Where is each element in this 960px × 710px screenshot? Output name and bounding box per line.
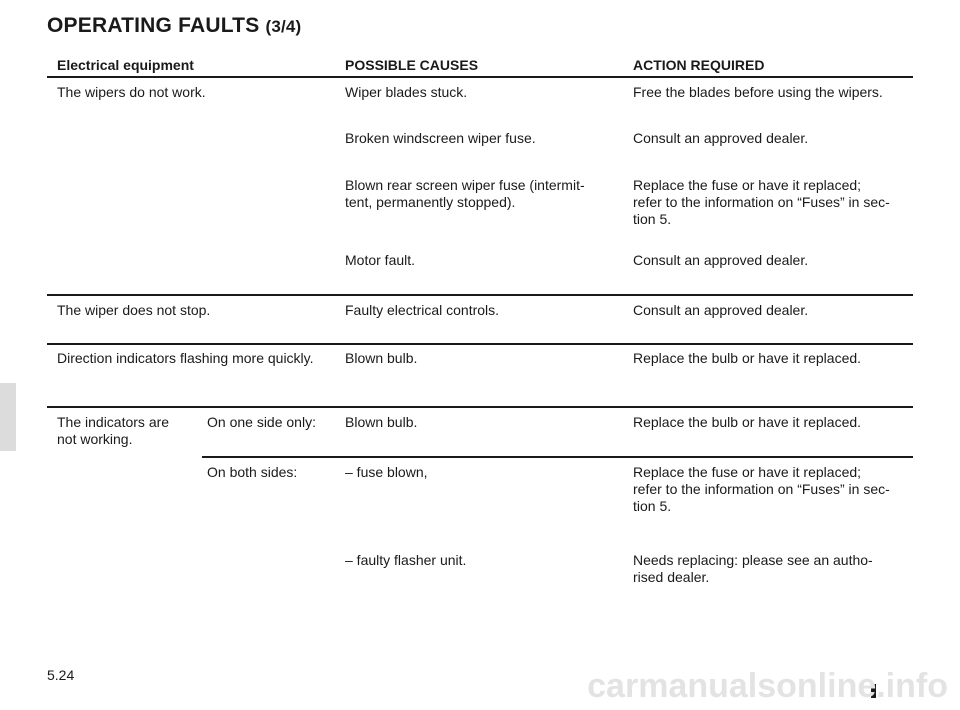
page-title	[47, 14, 301, 38]
action-replace-fuse-line-2: refer to the information on “Fuses” in sec-	[633, 194, 890, 210]
equipment-wiper-stop: The wiper does not stop.	[57, 302, 211, 318]
cause-blades-stuck: Wiper blades stuck.	[345, 84, 468, 100]
equipment-indicators-fast: Direction indicators flashing more quickly.	[57, 350, 314, 366]
condition-one-side: On one side only:	[207, 414, 316, 430]
action-consult-dealer: Consult an approved dealer.	[633, 302, 809, 318]
cause-electrical-controls: Faulty electrical controls.	[345, 302, 500, 318]
cause-blown-bulb: Blown bulb.	[345, 350, 418, 366]
cause-flasher-unit: – faulty flasher unit.	[345, 552, 467, 568]
sub-row-rule	[202, 456, 913, 458]
action-flasher-line-2: rised dealer.	[633, 569, 710, 585]
row-rule	[47, 294, 913, 296]
row-rule	[47, 406, 913, 408]
action-consult-dealer: Consult an approved dealer.	[633, 252, 809, 268]
cause-rear-fuse-line-2: tent, permanently stopped).	[345, 194, 516, 210]
equipment-indicators-line-1: The indicators are	[57, 414, 170, 430]
action-fuse-line-2: refer to the information on “Fuses” in sec-	[633, 481, 890, 497]
header-causes: POSSIBLE CAUSES	[345, 57, 479, 73]
cause-blown-bulb: Blown bulb.	[345, 414, 418, 430]
cause-rear-fuse-line-1: Blown rear screen wiper fuse (intermit-	[345, 177, 585, 193]
action-replace-fuse-line-1: Replace the fuse or have it replaced;	[633, 177, 862, 193]
condition-both-sides: On both sides:	[207, 464, 298, 480]
page-title-text: OPERATING FAULTS	[47, 14, 260, 37]
action-replace-bulb: Replace the bulb or have it replaced.	[633, 350, 862, 366]
action-free-blades: Free the blades before using the wipers.	[633, 84, 883, 100]
action-replace-fuse-line-3: tion 5.	[633, 211, 672, 227]
action-replace-bulb: Replace the bulb or have it replaced.	[633, 414, 862, 430]
section-tab	[0, 383, 16, 451]
action-fuse-line-1: Replace the fuse or have it replaced;	[633, 464, 862, 480]
cause-motor-fault: Motor fault.	[345, 252, 416, 268]
header-equipment: Electrical equipment	[57, 57, 194, 73]
equipment-indicators-line-2: not working.	[57, 431, 133, 447]
cause-windscreen-fuse: Broken windscreen wiper fuse.	[345, 130, 536, 146]
page-title-part: (3/4)	[265, 17, 302, 36]
header-rule	[47, 76, 913, 78]
equipment-wipers: The wipers do not work.	[57, 84, 206, 100]
action-flasher-line-1: Needs replacing: please see an autho-	[633, 552, 873, 568]
cause-fuse-blown: – fuse blown,	[345, 464, 428, 480]
header-action: ACTION REQUIRED	[633, 57, 765, 73]
row-rule	[47, 343, 913, 345]
action-consult-dealer: Consult an approved dealer.	[633, 130, 809, 146]
page-number: 5.24	[47, 667, 75, 683]
action-fuse-line-3: tion 5.	[633, 498, 672, 514]
watermark: carmanualsonline.info	[587, 667, 948, 705]
